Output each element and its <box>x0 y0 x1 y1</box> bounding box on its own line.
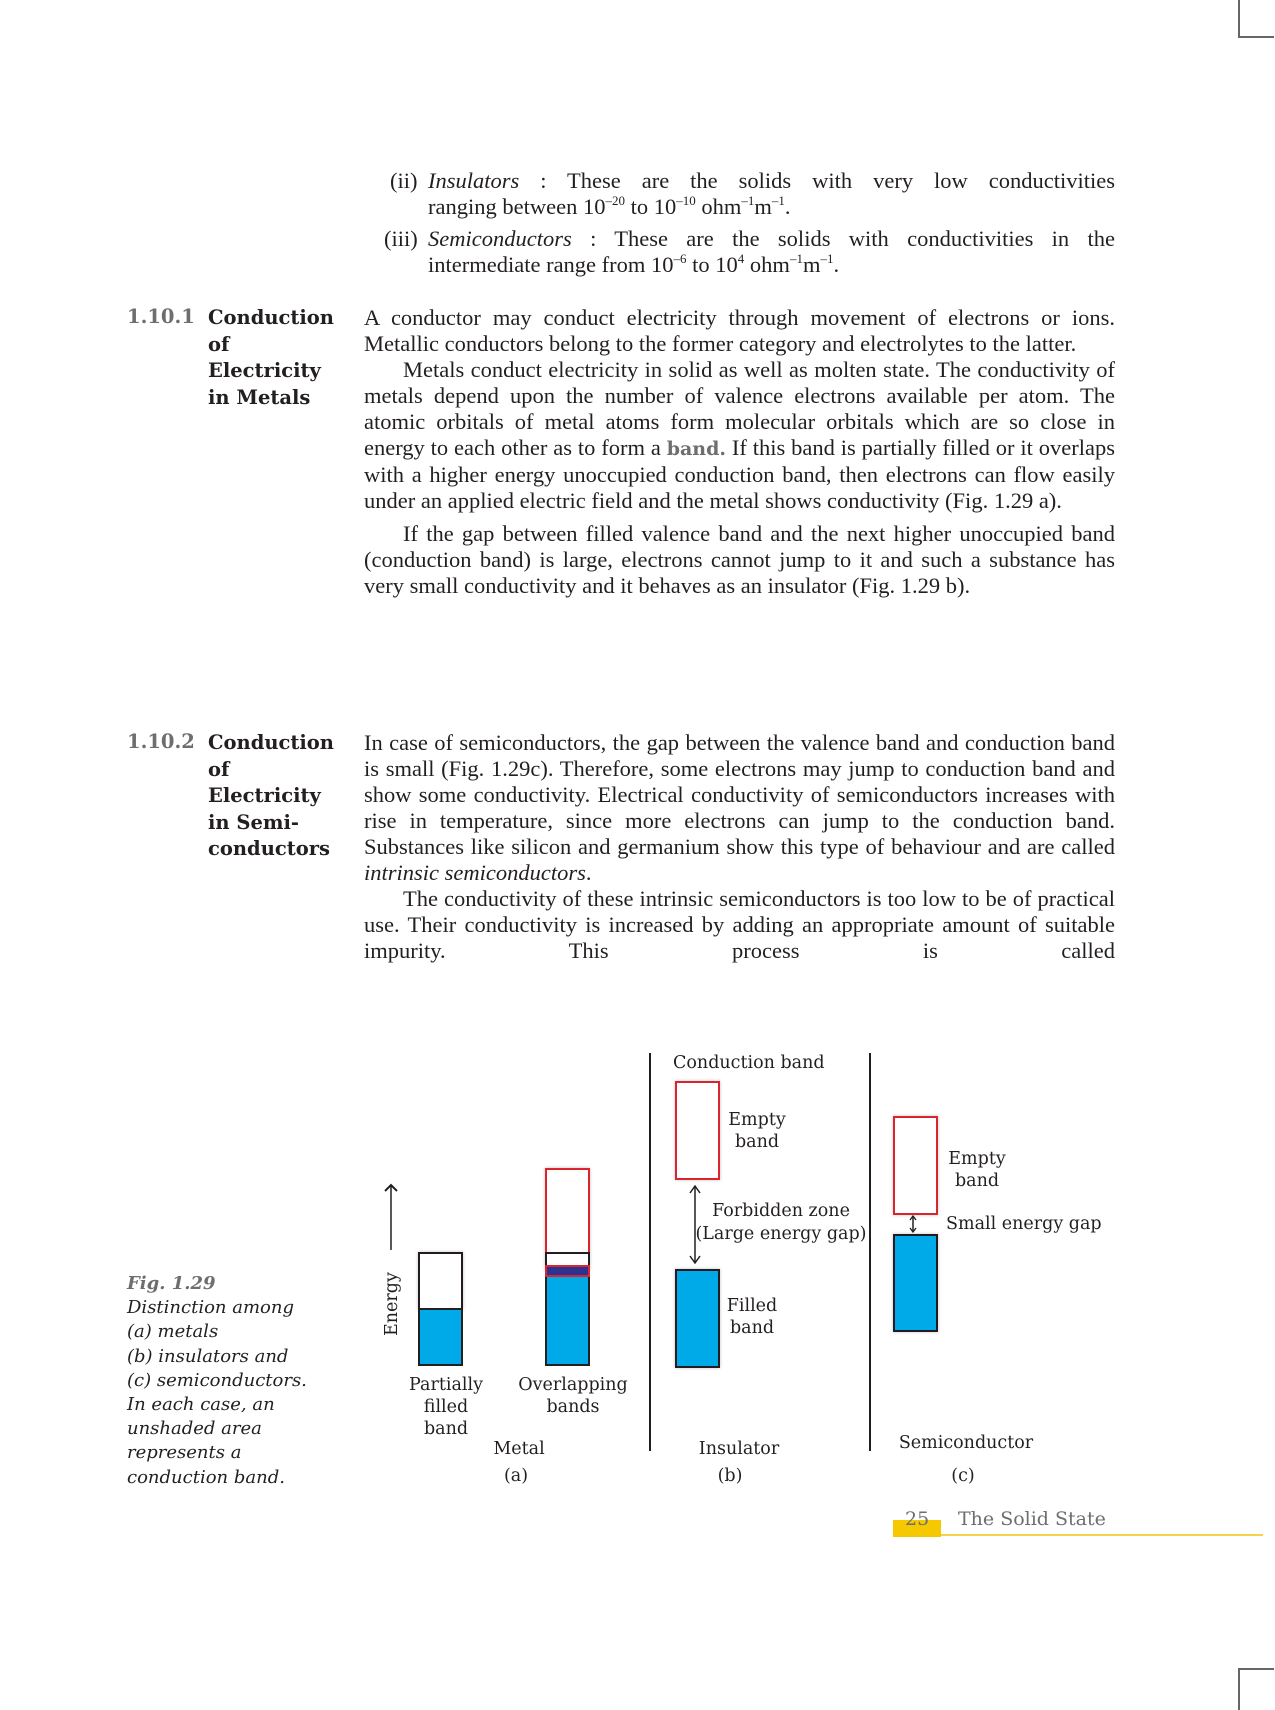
section-number: 1.10.2 <box>127 730 195 753</box>
section-number: 1.10.1 <box>127 305 195 328</box>
label-overlapping: Overlapping <box>518 1375 628 1395</box>
keyword-band: band. <box>666 438 726 460</box>
panel-semiconductor <box>894 1117 1102 1486</box>
superscript: –20 <box>605 193 625 208</box>
superscript: –1 <box>820 251 834 266</box>
caption-line: (c) semiconductors. <box>127 1369 307 1391</box>
list-text: . <box>833 252 840 277</box>
caption-line: Distinction among <box>127 1297 294 1319</box>
label-empty-band: Empty <box>948 1149 1006 1169</box>
axis-label-energy: Energy <box>382 1272 402 1336</box>
list-text: intermediate range from 10 <box>428 252 674 277</box>
list-text: . <box>784 194 791 219</box>
panel-metal <box>409 1169 628 1486</box>
paragraph-text: In case of semiconductors, the gap between the valence band and conduction band is small (Fig. 1.29c). Therefore, some electrons may jump to conduction band and show some conductivity. Electrical conductivity of semiconductors increases with rise in temperature, since more electrons can jump to the conduction band. Substances like silicon and germanium show this type of behaviour and are called <box>364 730 1115 859</box>
paragraph: The conductivity of these intrinsic semiconductors is too low to be of practical use. Their conductivity is increased by adding an appropriate amount of suitable impurity. This process is called <box>364 886 1115 963</box>
heading-line: in Metals <box>208 385 311 409</box>
heading-line: Conduction <box>208 731 334 754</box>
list-text: ohm <box>744 252 790 277</box>
heading-line: of <box>208 757 230 781</box>
superscript: –6 <box>673 251 687 266</box>
list-text: ohm <box>695 194 742 219</box>
label-empty-band: band <box>954 1171 1000 1191</box>
list-number: (iii) <box>384 226 418 251</box>
list-text: m <box>754 194 772 219</box>
panel-title-semiconductor: Semiconductor <box>898 1433 1034 1453</box>
paragraph-text: . <box>585 860 592 885</box>
caption-line: conduction band. <box>127 1466 285 1488</box>
label-empty-band: Empty <box>728 1110 786 1130</box>
footer-rule <box>941 1534 1263 1536</box>
filled-band-partial <box>419 1309 462 1365</box>
superscript: –10 <box>676 193 696 208</box>
superscript: 4 <box>737 251 745 266</box>
empty-band-insulator <box>676 1082 719 1179</box>
list-text: to 10 <box>686 252 738 277</box>
caption-line: (b) insulators and <box>127 1345 289 1367</box>
panel-letter-a: (a) <box>503 1466 529 1486</box>
panel-letter-b: (b) <box>717 1466 743 1486</box>
list-text: to 10 <box>624 194 677 219</box>
label-conduction-band: Conduction band <box>673 1053 825 1073</box>
running-title: The Solid State <box>958 1508 1106 1530</box>
superscript: –1 <box>741 193 755 208</box>
energy-axis <box>382 1185 402 1336</box>
filled-band-semiconductor <box>894 1235 937 1331</box>
heading-line: Electricity <box>208 359 321 382</box>
heading-line: of <box>208 332 230 356</box>
overlap-region <box>546 1266 589 1276</box>
panel-letter-c: (c) <box>951 1466 975 1486</box>
label-filled-band: band <box>729 1318 775 1338</box>
panel-title-insulator: Insulator <box>698 1439 780 1459</box>
filled-band-overlap <box>546 1273 589 1365</box>
paragraph-text: If this band is partially filled or it overlaps with a higher energy unoccupied conduction band, then electrons can flow easily under an applied electric field and the metal shows conductivity (Fig. 1.29 a). <box>364 435 1115 513</box>
heading-line: in Semi- <box>208 810 299 834</box>
superscript: –1 <box>789 251 803 266</box>
caption-line: represents a <box>127 1442 242 1464</box>
panel-title-metal: Metal <box>493 1439 545 1459</box>
term-intrinsic-semiconductors: intrinsic semiconductors <box>364 860 586 885</box>
label-filled-band: Filled <box>726 1296 778 1316</box>
list-text: : These are the solids with very low conductivities <box>519 168 1115 193</box>
label-partially-filled: Partially <box>409 1375 483 1395</box>
panel-insulator <box>673 1053 867 1486</box>
label-forbidden-zone: (Large energy gap) <box>695 1224 867 1244</box>
caption-line: In each case, an <box>127 1394 275 1416</box>
paragraph: If the gap between filled valence band and the next higher unoccupied band (conduction band) is large, electrons cannot jump to it and such a substance has very small conductivity and it behaves as an insulator (Fig. 1.29 b). <box>364 521 1115 598</box>
label-forbidden-zone: Forbidden zone <box>712 1201 850 1221</box>
superscript: –1 <box>771 193 785 208</box>
label-partially-filled: filled <box>423 1397 469 1417</box>
term-semiconductors: Semiconductors <box>428 226 572 251</box>
label-partially-filled: band <box>423 1419 469 1439</box>
list-text: : These are the solids with conductivities in the <box>571 226 1115 251</box>
label-overlapping: bands <box>546 1397 600 1417</box>
list-number: (ii) <box>390 168 418 193</box>
label-small-energy-gap: Small energy gap <box>946 1214 1102 1234</box>
paragraph-text: Metals conduct electricity in solid as well as molten state. The conductivity of metals depend upon the number of valence electrons available per atom. The atomic orbitals of metal atoms form molecular orbitals which are so close in energy to each other as to form a <box>364 357 1115 460</box>
empty-band-semiconductor <box>894 1117 937 1214</box>
figure-number: Fig. 1.29 <box>127 1273 216 1294</box>
heading-line: Electricity <box>208 784 321 807</box>
heading-line: conductors <box>208 837 331 860</box>
caption-line: unshaded area <box>127 1418 262 1440</box>
list-text: ranging between 10 <box>428 194 606 219</box>
heading-line: Conduction <box>208 306 334 329</box>
page-number: 25 <box>905 1508 930 1530</box>
term-insulators: Insulators <box>428 168 520 193</box>
caption-line: (a) metals <box>127 1321 219 1343</box>
conduction-band-partial <box>419 1253 462 1309</box>
label-empty-band: band <box>734 1132 780 1152</box>
filled-band-insulator <box>676 1270 719 1367</box>
paragraph: A conductor may conduct electricity through movement of electrons or ions. Metallic conductors belong to the former category and electrolytes to the latter. <box>364 305 1115 356</box>
list-text: m <box>802 252 821 277</box>
